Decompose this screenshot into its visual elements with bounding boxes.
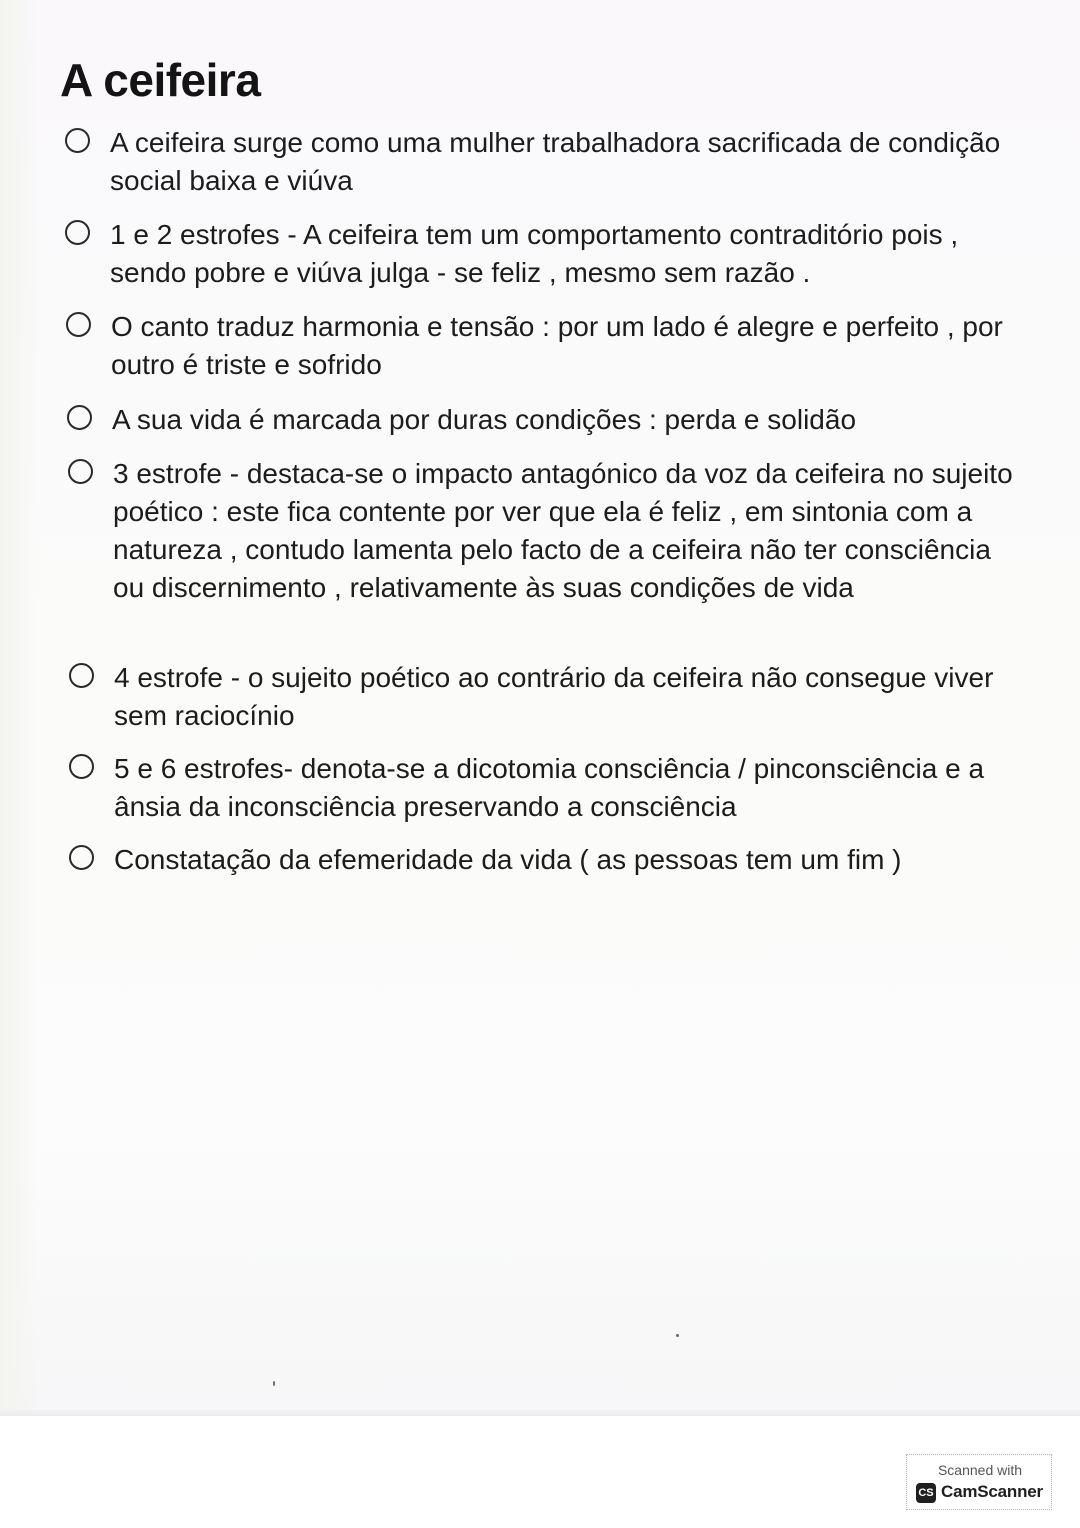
list-item-text: 3 estrofe - destaca-se o impacto antagónico da voz da ceifeira no sujeito poético : este fica contente por ver que ela é feliz , em sintonia com a natureza , contudo lamenta pelo facto de a ceifeira não ter consciência ou discernimento , relativamente às suas condições de vida [113, 458, 1013, 603]
circle-bullet-icon [66, 312, 91, 337]
list-item-text: A sua vida é marcada por duras condições : perda e solidão [112, 404, 857, 435]
scan-speck [273, 1381, 275, 1386]
camscanner-logo-icon: CS [916, 1483, 936, 1503]
circle-bullet-icon [65, 128, 90, 153]
circle-bullet-icon [69, 754, 94, 779]
circle-bullet-icon [69, 663, 94, 688]
page-bottom-edge [0, 1410, 1080, 1416]
list-item-text: 5 e 6 estrofes- denota-se a dicotomia consciência / pinconsciência e a ânsia da inconsciência preservando a consciência [114, 753, 985, 822]
circle-bullet-icon [67, 405, 92, 430]
list-item-text: A ceifeira surge como uma mulher trabalhadora sacrificada de condição social baixa e viúva [110, 127, 1001, 196]
list-item-text: O canto traduz harmonia e tensão : por um lado é alegre e perfeito , por outro é triste e sofrido [111, 311, 1003, 380]
camscanner-watermark [906, 1454, 1052, 1510]
page-shadow [0, 0, 40, 1416]
circle-bullet-icon [68, 459, 93, 484]
circle-bullet-icon [69, 845, 94, 870]
watermark-caption: Scanned with [937, 1462, 1023, 1478]
circle-bullet-icon [65, 220, 90, 245]
list-item-text: Constatação da efemeridade da vida ( as pessoas tem um fim ) [114, 844, 902, 875]
watermark-brand: CamScanner [941, 1482, 1043, 1501]
scan-speck [676, 1334, 679, 1337]
document-title: A ceifeira [60, 54, 261, 106]
list-item-text: 4 estrofe - o sujeito poético ao contrário da ceifeira não consegue viver sem raciocínio [114, 662, 994, 731]
list-item-text: 1 e 2 estrofes - A ceifeira tem um comportamento contraditório pois , sendo pobre e viúva julga - se feliz , mesmo sem razão . [110, 219, 959, 288]
